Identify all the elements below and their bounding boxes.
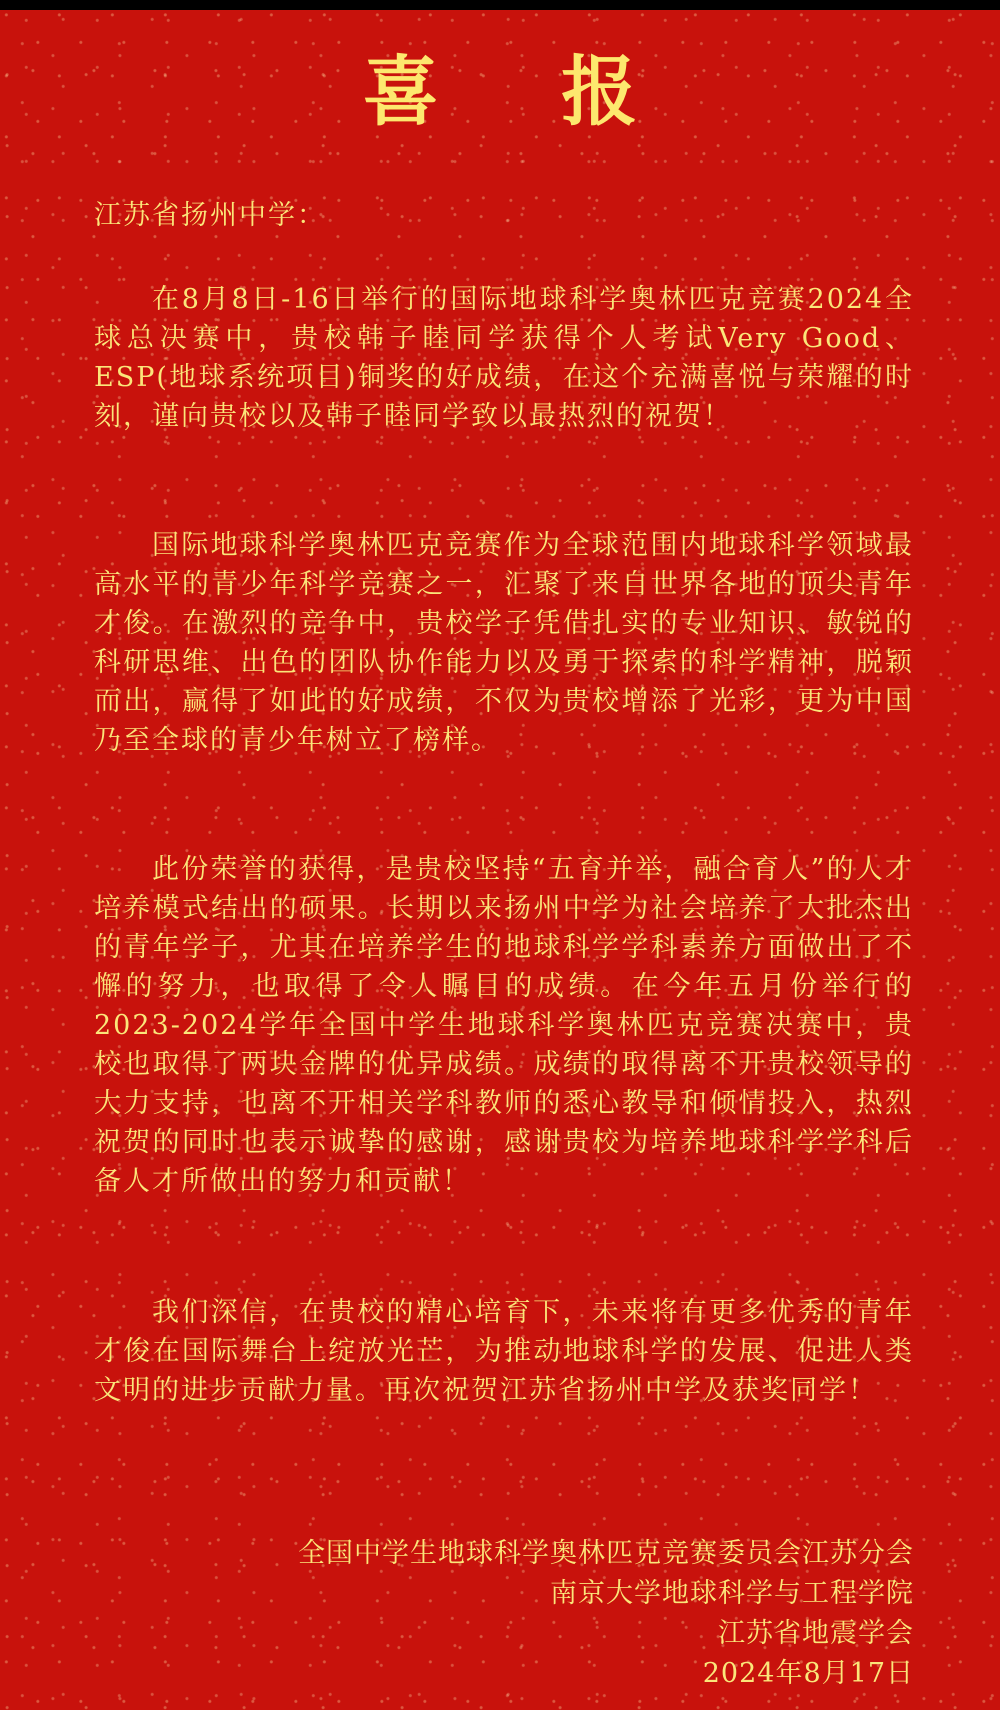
signature-date: 2024年8月17日: [702, 1658, 914, 1689]
signature-org-committee: 全国中学生地球科学奥林匹克竞赛委员会江苏分会: [298, 1538, 914, 1569]
signature-org-university: 南京大学地球科学与工程学院: [550, 1578, 914, 1609]
page-title: 喜 报: [362, 47, 686, 136]
paragraph-school-achievement: 此份荣誉的获得，是贵校坚持“五育并举，融合育人”的人才培养模式结出的硕果。长期以来扬州中学为社会培养了大批杰出的青年学子，尤其在培养学生的地球科学学科素养方面做出了不懈的努力，也取得了令人瞩目的成绩。在今年五月份举行的2023-2024学年全国中学生地球科学奥林匹克竞赛决赛中，贵校也取得了两块金牌的优异成绩。成绩的取得离不开贵校领导的大力支持，也离不开相关学科教师的悉心教导和倾情投入，热烈祝贺的同时也表示诚挚的感谢，感谢贵校为培养地球科学学科后备人才所做出的努力和贡献！: [94, 854, 914, 1197]
salutation: 江苏省扬州中学：: [94, 200, 326, 231]
paragraph-award: 在8月8日-16日举行的国际地球科学奥林匹克竞赛2024全球总决赛中，贵校韩子睦同学获得个人考试Very Good、ESP(地球系统项目)铜奖的好成绩，在这个充满喜悦与荣耀的时刻，谨向贵校以及韩子睦同学致以最热烈的祝贺！: [94, 284, 914, 432]
signature-block: [298, 1534, 914, 1694]
paragraph-competition: 国际地球科学奥林匹克竞赛作为全球范围内地球科学领域最高水平的青少年科学竞赛之一，汇聚了来自世界各地的顶尖青年才俊。在激烈的竞争中，贵校学子凭借扎实的专业知识、敏锐的科研思维、出色的团队协作能力以及勇于探索的科学精神，脱颖而出，赢得了如此的好成绩，不仅为贵校增添了光彩，更为中国乃至全球的青少年树立了榜样。: [94, 530, 914, 756]
certificate-page: [0, 10, 1000, 1710]
signature-org-seismology: 江苏省地震学会: [718, 1618, 914, 1649]
paragraph-closing: 我们深信，在贵校的精心培育下，未来将有更多优秀的青年才俊在国际舞台上绽放光芒，为推动地球科学的发展、促进人类文明的进步贡献力量。再次祝贺江苏省扬州中学及获奖同学！: [94, 1297, 914, 1406]
